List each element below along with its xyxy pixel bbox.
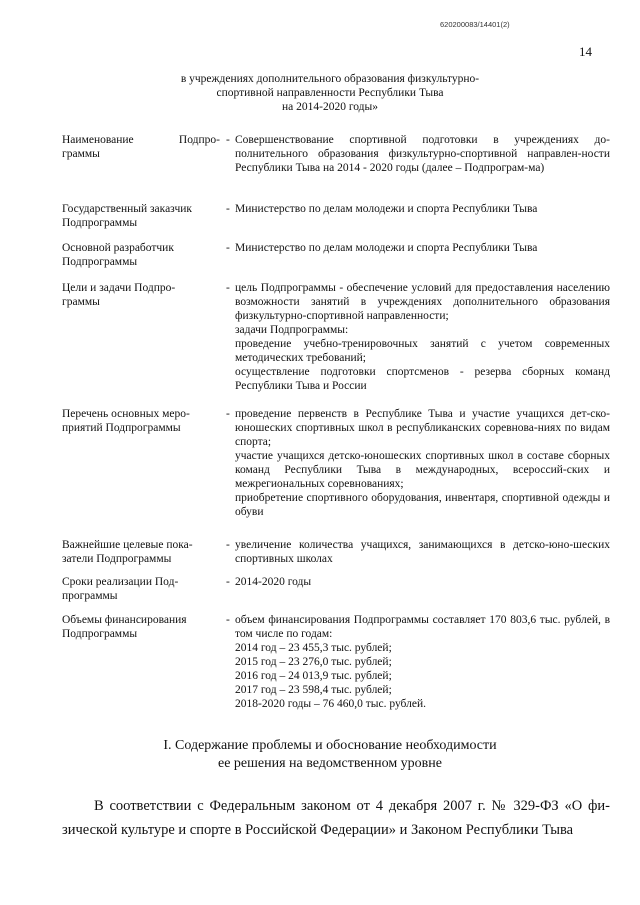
label-line: Важнейшие целевые пока- [62, 539, 193, 551]
content-paragraph: приобретение спортивного оборудования, инвентаря, спортивной одежды и обуви [235, 492, 610, 518]
passport-label [62, 613, 220, 641]
dash-separator: - [226, 408, 230, 420]
label-line: Сроки реализации Под- [62, 576, 179, 588]
heading-line-1: в учреждениях дополнительного образования физкультурно- [180, 73, 480, 85]
label-line: Подпрограммы [62, 628, 138, 640]
passport-content [235, 575, 610, 589]
label-line: граммы [62, 148, 100, 160]
passport-label [62, 407, 220, 435]
content-paragraph: объем финансирования Подпрограммы составляет 170 803,6 тыс. рублей, в том числе по годам: [235, 614, 610, 640]
section-title-line-1: I. Содержание проблемы и обоснование необходимости [163, 738, 497, 753]
label-line: затели Подпрограммы [62, 553, 172, 565]
label-line: Перечень основных меро- [62, 408, 190, 420]
content-paragraph: задачи Подпрограммы: [235, 324, 349, 336]
label-line: Подпрограммы [62, 256, 138, 268]
heading-line-3: на 2014-2020 годы» [281, 101, 378, 113]
content-paragraph: Министерство по делам молодежи и спорта Республики Тыва [235, 203, 538, 215]
content-paragraph: Совершенствование спортивной подготовки в учреждениях до-полнительного образования физкультурно-спортивной направлен-ности Республики Тыва на 2014 - 2020 годы (далее – Подпрограм-ма) [235, 134, 610, 174]
passport-label [62, 281, 220, 309]
dash-separator: - [226, 134, 230, 146]
passport-label [62, 202, 220, 230]
label-line: Основной разработчик [62, 242, 174, 254]
dash-separator: - [226, 282, 230, 294]
funding-year-line: 2015 год – 23 276,0 тыс. рублей; [235, 656, 392, 668]
content-paragraph: проведение учебно-тренировочных занятий с учетом современных методических требований; [235, 338, 610, 364]
page-number: 14 [579, 44, 592, 59]
label-line: приятий Подпрограммы [62, 422, 181, 434]
section-title-line-2: ее решения на ведомственном уровне [217, 756, 442, 771]
content-paragraph: Министерство по делам молодежи и спорта Республики Тыва [235, 242, 538, 254]
content-paragraph: увеличение количества учащихся, занимающихся в детско-юно-шеских спортивных школах [235, 539, 610, 565]
content-paragraph: осуществление подготовки спортсменов - резерва сборных команд Республики Тыва и России [235, 366, 610, 392]
passport-content [235, 407, 610, 519]
passport-label [62, 241, 220, 269]
dash-separator: - [226, 614, 230, 626]
funding-year-line: 2018-2020 годы – 76 460,0 тыс. рублей. [235, 698, 426, 710]
label-line: Наименование Подпро- [62, 134, 220, 146]
content-paragraph: участие учащихся детско-юношеских спортивных школ в составе сборных команд Республики Тыва в международных, всероссий-ских и межрегиональных соревнованиях; [235, 450, 610, 490]
content-paragraph: 2014-2020 годы [235, 576, 312, 588]
funding-year-line: 2016 год – 24 013,9 тыс. рублей; [235, 670, 392, 682]
funding-year-line: 2014 год – 23 455,3 тыс. рублей; [235, 642, 392, 654]
section-title [120, 737, 540, 773]
label-line: Цели и задачи Подпро- [62, 282, 176, 294]
body-paragraph: В соответствии с Федеральным законом от 4 декабря 2007 г. № 329-ФЗ «О фи-зической культуре и спорте в Российской Федерации» и Законом Республики Тыва [62, 798, 610, 838]
dash-separator: - [226, 576, 230, 588]
passport-content [235, 133, 610, 175]
label-line: Подпрограммы [62, 217, 138, 229]
subprogram-heading [140, 72, 520, 114]
content-paragraph: проведение первенств в Республике Тыва и участие учащихся дет-ско-юношеских спортивных школ в республиканских соревнова-ниях по видам спорта; [235, 408, 610, 448]
heading-line-2: спортивной направленности Республики Тыва [216, 87, 444, 99]
dash-separator: - [226, 539, 230, 551]
funding-year-line: 2017 год – 23 598,4 тыс. рублей; [235, 684, 392, 696]
passport-content [235, 613, 610, 711]
passport-content [235, 281, 610, 393]
label-line: Объемы финансирования [62, 614, 187, 626]
label-line: программы [62, 590, 118, 602]
document-id: 620200083/14401(2) [440, 20, 510, 29]
label-line: Государственный заказчик [62, 203, 193, 215]
passport-label [62, 133, 220, 161]
passport-label [62, 538, 220, 566]
dash-separator: - [226, 242, 230, 254]
content-paragraph: цель Подпрограммы - обеспечение условий для предоставления населению возможности занятий в учреждениях дополнительного образования физкультурно-спортивной направленности; [235, 282, 610, 322]
passport-content [235, 202, 610, 216]
passport-content [235, 538, 610, 566]
passport-content [235, 241, 610, 255]
dash-separator: - [226, 203, 230, 215]
passport-label [62, 575, 220, 603]
label-line: граммы [62, 296, 100, 308]
